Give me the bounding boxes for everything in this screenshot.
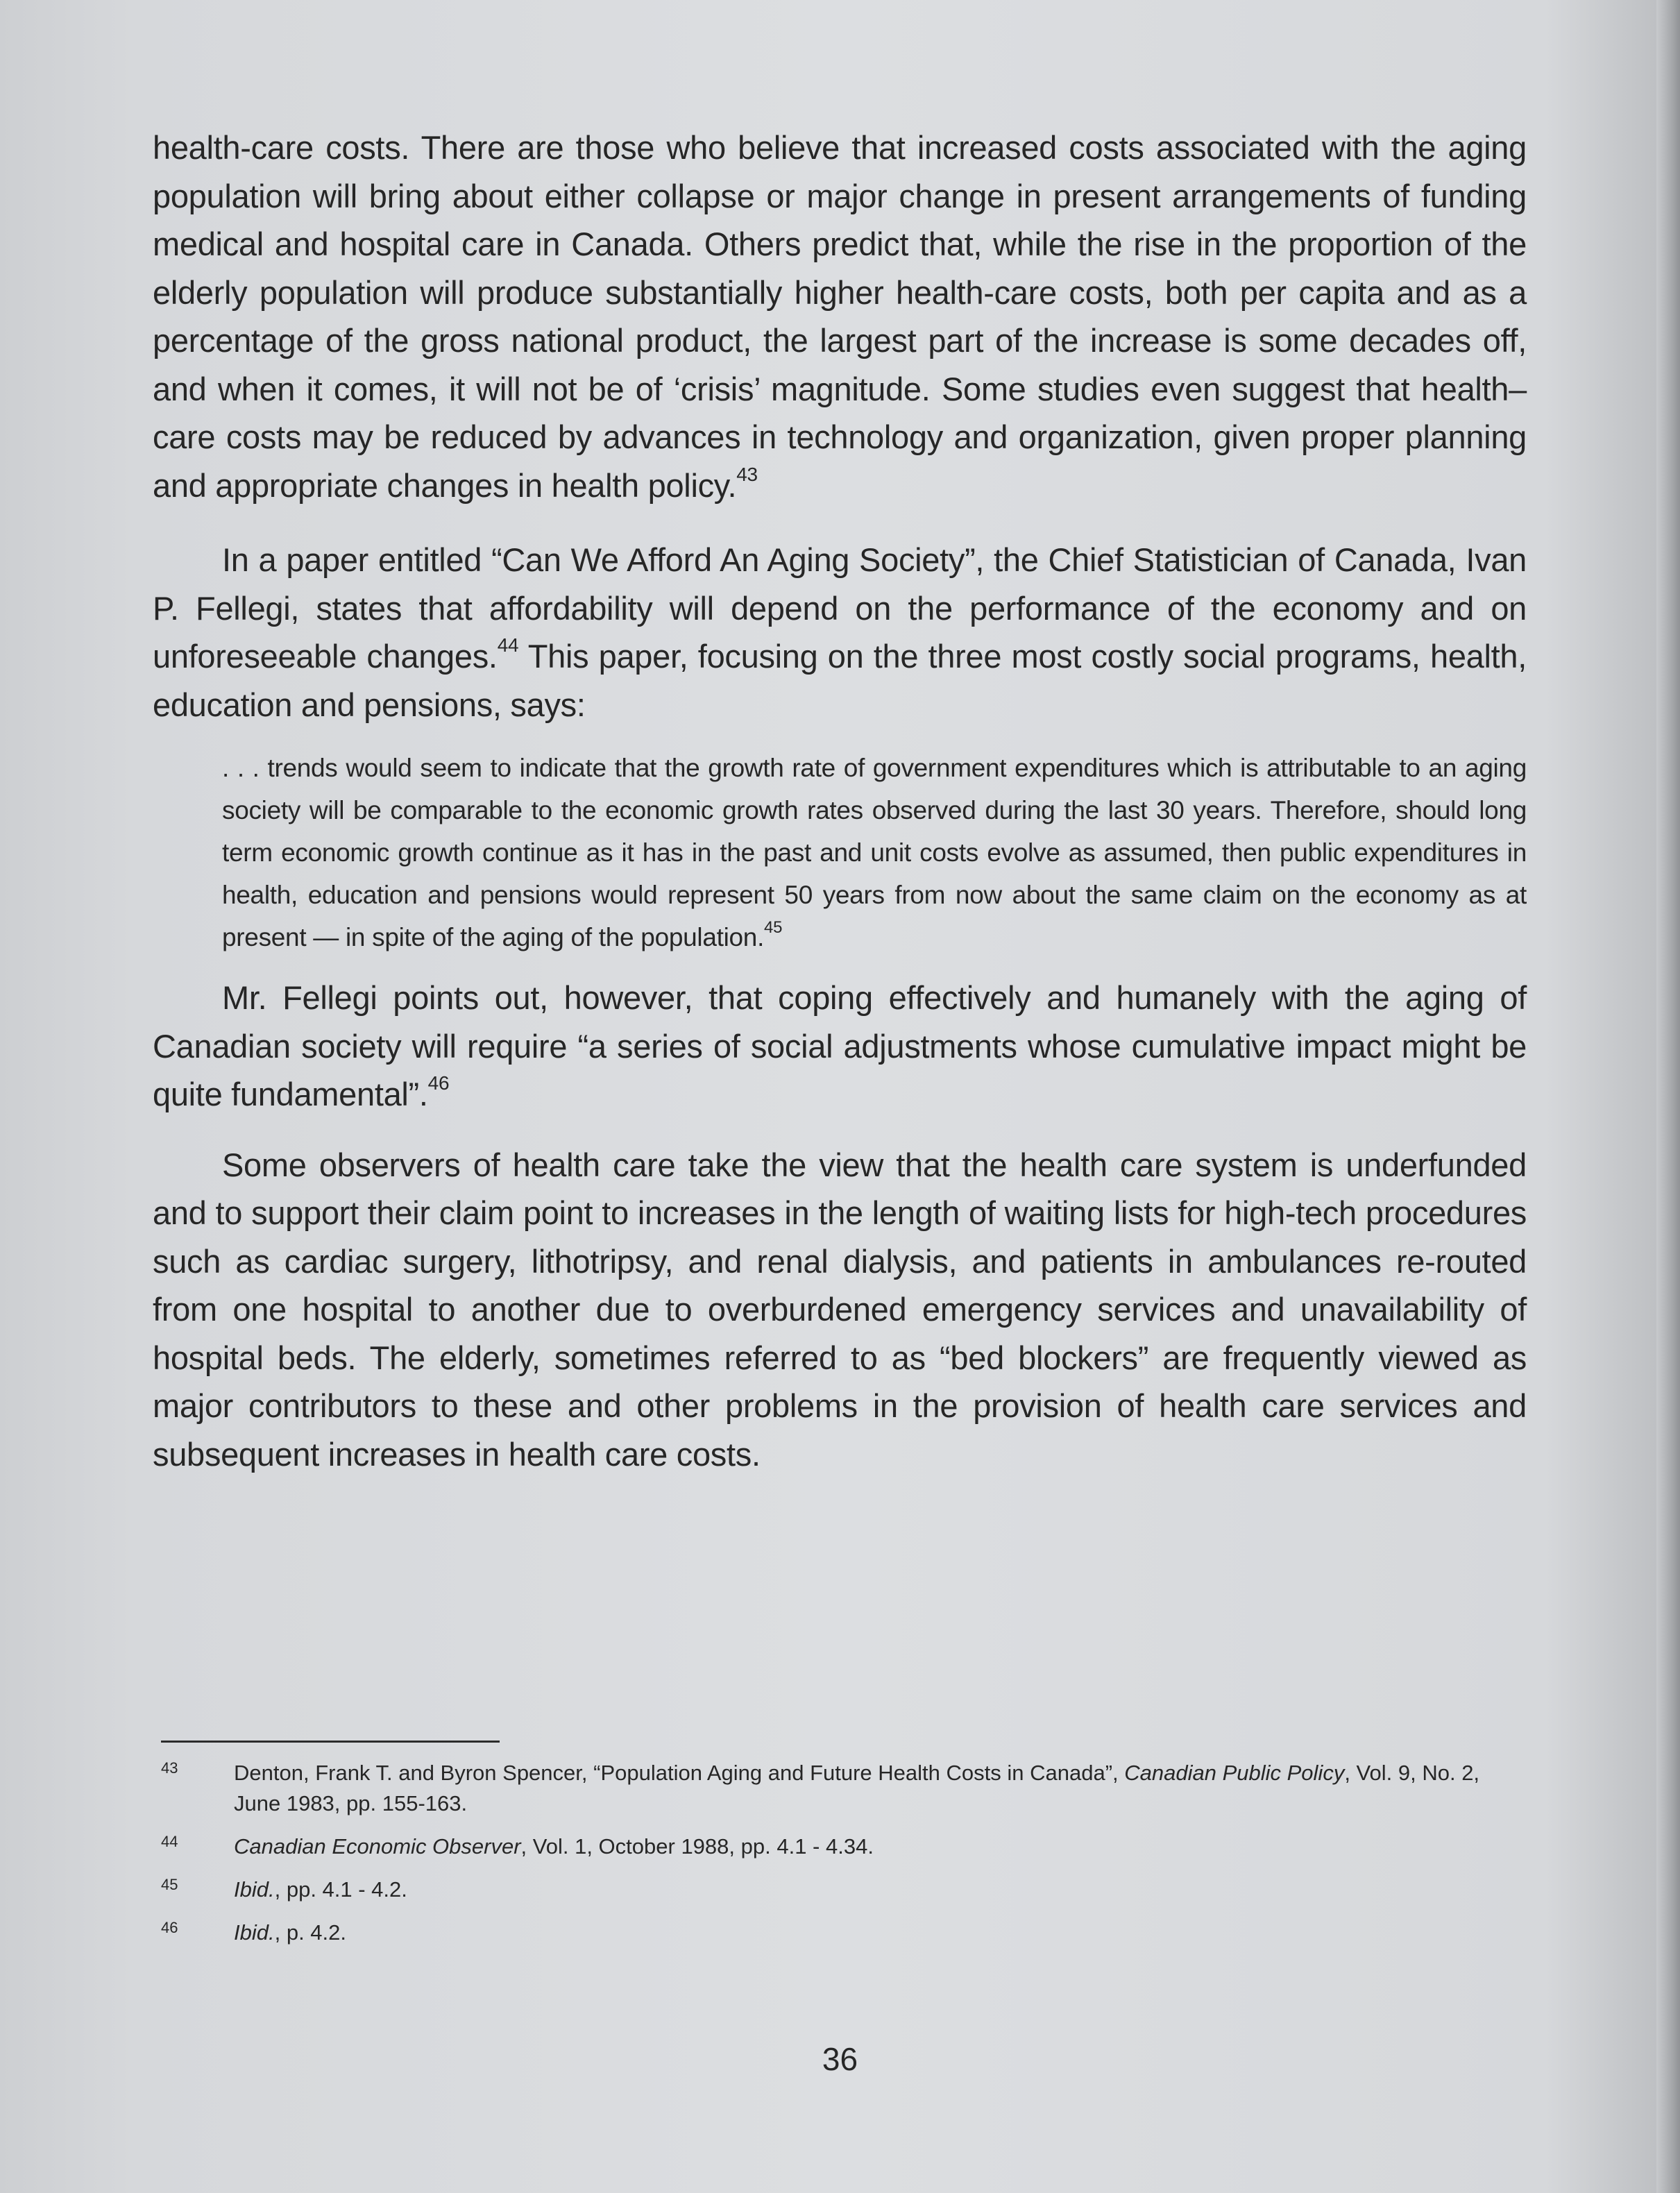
block-quote [222, 747, 1527, 958]
footnotes [161, 1758, 1521, 1961]
footnote-text-b: , pp. 4.1 - 4.2. [274, 1877, 407, 1902]
footnote-text [234, 1831, 1521, 1862]
footnote-text-b: , Vol. 9, No. 2, June 1983, pp. 155-163. [234, 1761, 1480, 1815]
footnote-italic: Ibid. [234, 1920, 275, 1945]
footnote-43 [161, 1758, 1521, 1819]
footnote-number: 44 [161, 1833, 178, 1850]
paragraph-2-text-b: This paper, focusing on the three most costly social programs, health, education and pensions, says: [153, 638, 1527, 723]
footnote-number: 43 [161, 1759, 178, 1777]
block-quote-text: . . . trends would seem to indicate that the growth rate of government expenditures which is attributable to an aging society will be comparable to the economic growth rates observed during the last 30 years. Therefore, should long term economic growth continue as it has in the past and unit costs evolve as assumed, then public expenditures in health, education and pensions would represent 50 years from now about the same claim on the economy as at present — in spite of the aging of the population. [222, 754, 1527, 951]
footnote-italic: Canadian Economic Observer [234, 1834, 521, 1858]
footnote-italic: Ibid. [234, 1877, 275, 1902]
paragraph-1 [153, 124, 1527, 509]
footnote-44 [161, 1831, 1521, 1862]
footnote-46 [161, 1917, 1521, 1948]
paragraph-3-text: Mr. Fellegi points out, however, that coping effectively and humanely with the aging of Canadian society will require “a series of social adjustments whose cumulative impact might be quite fundamental”. [153, 979, 1527, 1112]
footnote-number: 46 [161, 1919, 178, 1936]
footnote-text-b: , Vol. 1, October 1988, pp. 4.1 - 4.34. [520, 1834, 874, 1858]
paragraph-3 [153, 974, 1527, 1119]
footnote-text [234, 1917, 1521, 1948]
paragraph-4 [153, 1141, 1527, 1479]
paragraph-2 [153, 536, 1527, 729]
body-text [153, 124, 1527, 1478]
footnote-ref-44: 44 [497, 634, 519, 657]
footnote-ref-46: 46 [427, 1072, 450, 1094]
footnote-ref-45: 45 [764, 917, 783, 937]
paragraph-1-text: health-care costs. There are those who believe that increased costs associated with the aging population will bring about either collapse or major change in present arrangements of funding medical and hospital care in Canada. Others predict that, while the rise in the proportion of the elderly population will produce substantially higher health-care costs, both per capita and as a percentage of the gross national product, the largest part of the increase is some decades off, and when it comes, it will not be of ‘crisis’ magnitude. Some studies even suggest that health–care costs may be reduced by advances in technology and organization, given proper planning and appropriate changes in health policy. [153, 129, 1527, 504]
footnote-ref-43: 43 [736, 463, 758, 485]
footnote-text-a: Denton, Frank T. and Byron Spencer, “Population Aging and Future Health Costs in Canada”, [234, 1761, 1125, 1785]
footnote-number: 45 [161, 1876, 178, 1893]
footnote-text-b: , p. 4.2. [274, 1920, 347, 1945]
page-edge-shadow [1656, 0, 1680, 2193]
footnote-45 [161, 1874, 1521, 1905]
footnote-italic: Canadian Public Policy [1124, 1761, 1345, 1785]
paragraph-2-text-a: In a paper entitled “Can We Afford An Aging Society”, the Chief Statistician of Canada, Ivan P. Fellegi, states that affordability will depend on the performance of the economy and on unforeseeable changes. [153, 541, 1527, 675]
footnote-text [234, 1758, 1521, 1819]
page-number: 36 [822, 2041, 858, 2077]
paragraph-4-text: Some observers of health care take the view that the health care system is underfunded and to support their claim point to increases in the length of waiting lists for high-tech procedures such as cardiac surgery, lithotripsy, and renal dialysis, and patients in ambulances re-routed from one hospital to another due to overburdened emergency services and unavailability of hospital beds. The elderly, sometimes referred to as “bed blockers” are frequently viewed as major contributors to these and other problems in the provision of health care services and subsequent increases in health care costs. [153, 1146, 1527, 1473]
footnote-divider [161, 1741, 500, 1743]
footnote-text [234, 1874, 1521, 1905]
